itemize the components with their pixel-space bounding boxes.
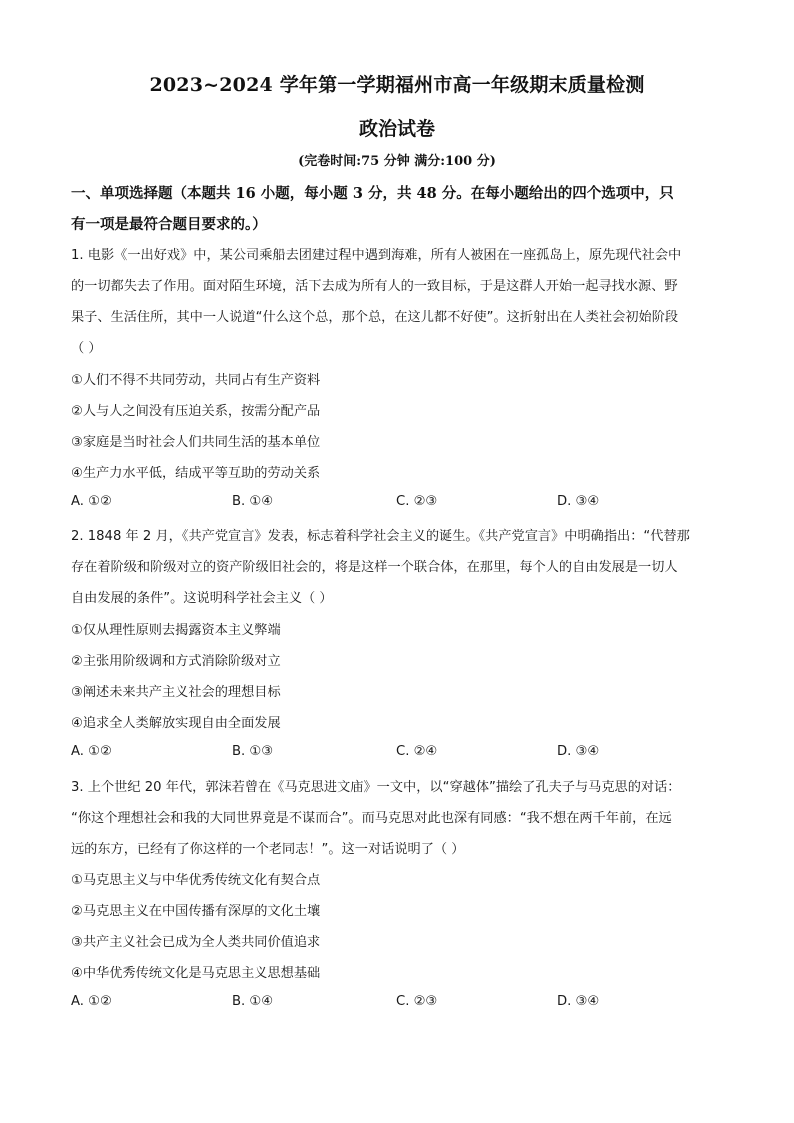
- question-stem-line: “你这个理想社会和我的大同世界竟是不谋而合”。而马克思对此也深有同感：“我不想在两千年前，在远: [71, 811, 672, 826]
- option-b: B. ①③: [232, 744, 274, 759]
- option-b: B. ①④: [232, 494, 274, 509]
- statement-item: ①人们不得不共同劳动，共同占有生产资料: [71, 373, 321, 388]
- answer-options: [71, 994, 731, 1014]
- statement-item: ③家庭是当时社会人们共同生活的基本单位: [71, 435, 321, 450]
- option-c: C. ②③: [396, 994, 438, 1009]
- question-stem-line: 的一切都失去了作用。面对陌生环境，活下去成为所有人的一致目标，于是这群人开始一起寻找水源、野: [71, 279, 678, 294]
- statement-item: ③共产主义社会已成为全人类共同价值追求: [71, 935, 321, 950]
- statement-item: ④追求全人类解放实现自由全面发展: [71, 716, 281, 731]
- statement-item: ②马克思主义在中国传播有深厚的文化土壤: [71, 904, 321, 919]
- question-stem-line: 1. 电影《一出好戏》中，某公司乘船去团建过程中遇到海难，所有人被困在一座孤岛上，原先现代社会中: [71, 248, 682, 263]
- statement-item: ④生产力水平低，结成平等互助的劳动关系: [71, 466, 321, 481]
- option-a: A. ①②: [71, 994, 112, 1009]
- statement-item: ①仅从理性原则去揭露资本主义弊端: [71, 623, 281, 638]
- statement-item: ②人与人之间没有压迫关系，按需分配产品: [71, 404, 321, 419]
- question-stem-line: 远的东方，已经有了你这样的一个老同志！”。这一对话说明了（ ）: [71, 842, 465, 857]
- option-d: D. ③④: [557, 994, 600, 1009]
- exam-title: 2023~2024 学年第一学期福州市高一年级期末质量检测: [149, 74, 645, 96]
- option-b: B. ①④: [232, 994, 274, 1009]
- answer-blank: （ ）: [71, 341, 102, 356]
- question-stem-line: 果子、生活住所，其中一人说道“什么这个总，那个总，在这儿都不好使”。这折射出在人类社会初始阶段: [71, 310, 679, 325]
- option-c: C. ②④: [396, 744, 438, 759]
- option-d: D. ③④: [557, 744, 600, 759]
- section-heading-line-1: 一、单项选择题（本题共 16 小题，每小题 3 分，共 48 分。在每小题给出的四个选项中，只: [71, 185, 674, 202]
- option-a: A. ①②: [71, 494, 112, 509]
- option-a: A. ①②: [71, 744, 112, 759]
- option-d: D. ③④: [557, 494, 600, 509]
- question-stem-line: 2. 1848 年 2 月，《共产党宣言》发表，标志着科学社会主义的诞生。《共产党宣言》中明确指出：“代替那: [71, 529, 690, 544]
- statement-item: ②主张用阶级调和方式消除阶级对立: [71, 654, 281, 669]
- section-heading: [71, 178, 726, 240]
- statement-item: ③阐述未来共产主义社会的理想目标: [71, 685, 281, 700]
- question-stem-line: 3. 上个世纪 20 年代，郭沫若曾在《马克思进文庙》一文中，以“穿越体”描绘了孔夫子与马克思的对话：: [71, 780, 681, 795]
- subject-title: 政治试卷: [358, 118, 435, 140]
- exam-info: (完卷时间:75 分钟 满分:100 分): [298, 154, 496, 169]
- section-heading-line-2: 有一项是最符合题目要求的。）: [71, 216, 267, 233]
- option-c: C. ②③: [396, 494, 438, 509]
- answer-options: [71, 494, 731, 514]
- statement-item: ④中华优秀传统文化是马克思主义思想基础: [71, 966, 321, 981]
- answer-options: [71, 744, 731, 764]
- question-stem-line: 存在着阶级和阶级对立的资产阶级旧社会的，将是这样一个联合体，在那里，每个人的自由发展是一切人: [71, 560, 678, 575]
- question-stem-line: 自由发展的条件”。这说明科学社会主义（ ）: [71, 591, 333, 606]
- statement-item: ①马克思主义与中华优秀传统文化有契合点: [71, 873, 321, 888]
